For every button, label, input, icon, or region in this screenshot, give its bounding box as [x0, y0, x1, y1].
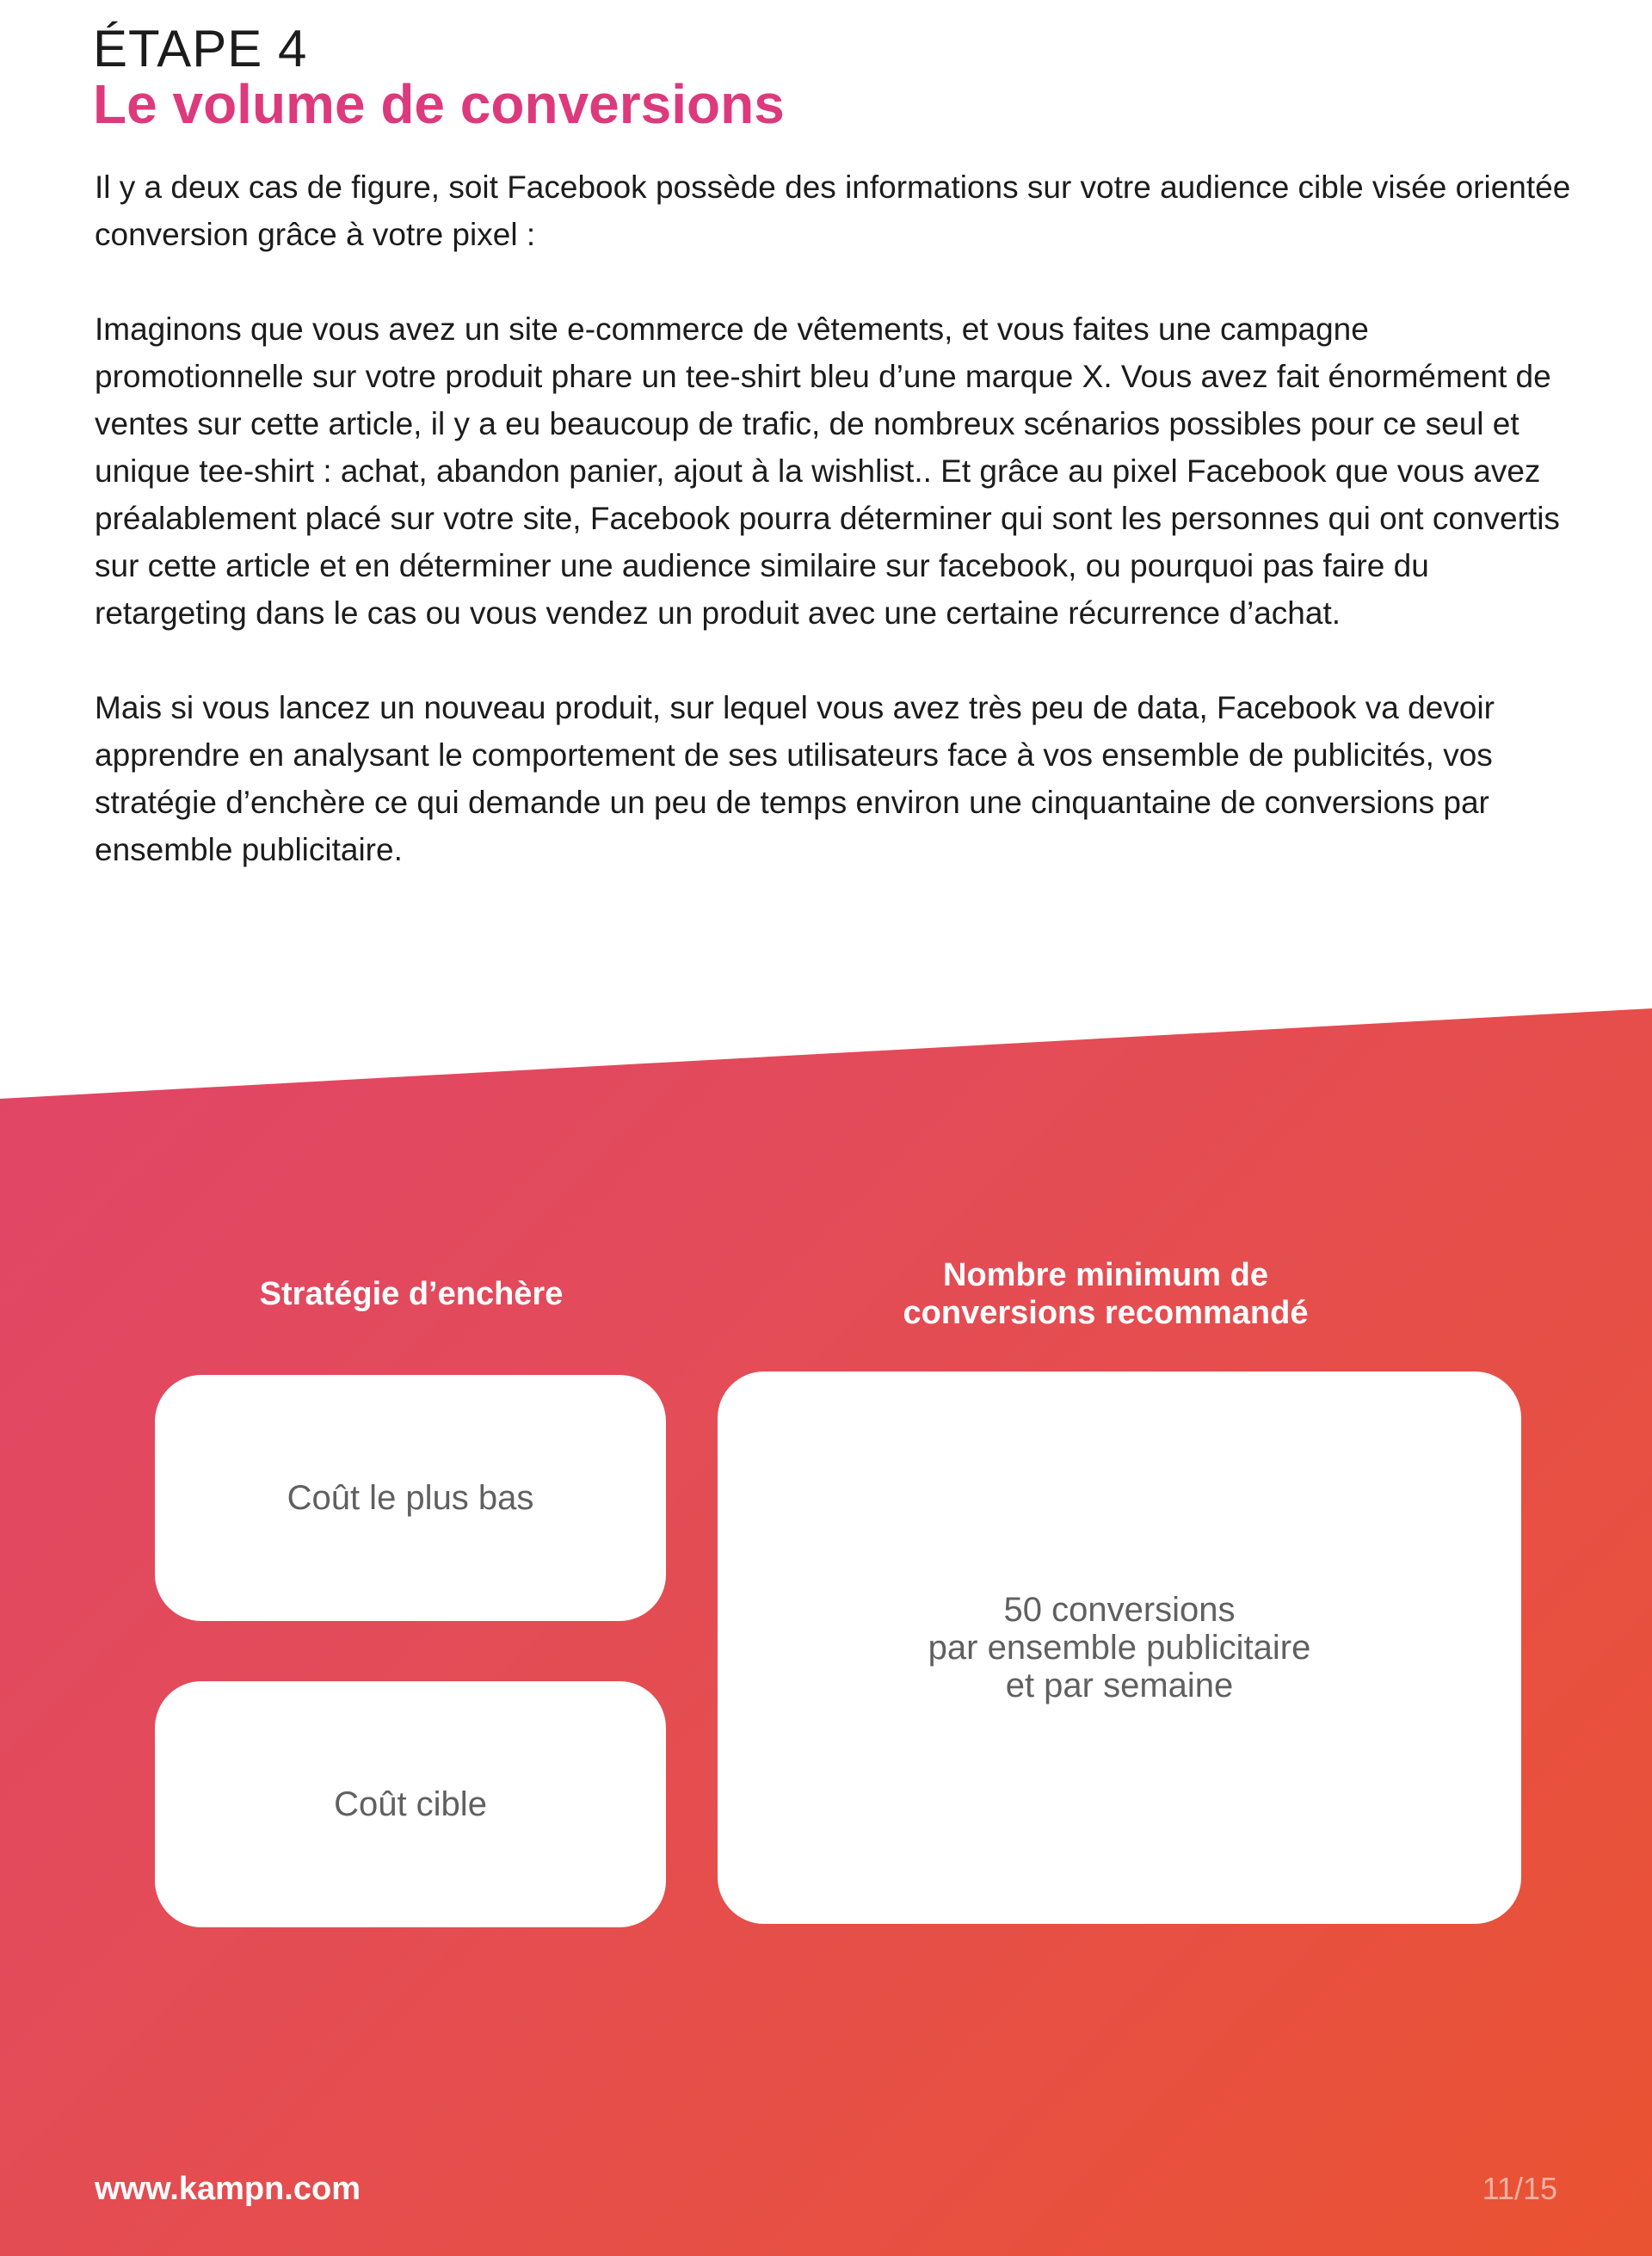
strategy-card-lowest-cost — [155, 1375, 666, 1621]
min-conversions-line: et par semaine — [1005, 1667, 1234, 1704]
page-title: Le volume de conversions — [93, 73, 785, 135]
page-number: 11/15 — [1482, 2171, 1557, 2206]
min-conversions-line: par ensemble publicitaire — [928, 1629, 1311, 1667]
strategy-card-target-cost — [155, 1681, 666, 1927]
min-conversions-header-line: conversions recommandé — [903, 1295, 1309, 1331]
min-conversions-text — [928, 1591, 1311, 1704]
strategy-label: Coût cible — [334, 1785, 487, 1823]
min-conversions-line: 50 conversions — [1003, 1591, 1236, 1629]
paragraph: Imaginons que vous avez un site e-commerce de vêtements, et vous faites une campagne promotionnelle sur votre produit phare un tee-shirt bleu d’une marque X. Vous avez fait énormément de ventes sur cette article, il y a eu beaucoup de trafic, de nombreux scénarios possibles pour ce seul et unique tee-shirt : achat, abandon panier, ajout à la wishlist.. Et grâce au pixel Facebook que vous avez préalablement placé sur votre site, Facebook pourra déterminer qui sont les personnes qui ont convertis sur cette article et en déterminer une audience similaire sur facebook, ou pourquoi pas faire du retargeting dans le cas ou vous vendez un produit avec une certaine récurrence d’achat. — [95, 311, 1560, 631]
footer-url[interactable]: www.kampn.com — [95, 2171, 361, 2207]
min-conversions-header-line: Nombre minimum de — [943, 1257, 1268, 1293]
paragraph: Mais si vous lancez un nouveau produit, sur lequel vous avez très peu de data, Facebook va devoir apprendre en analysant le comportement de ses utilisateurs face à vos ensemble de publicités, vos stratégie d’enchère ce qui demande un peu de temps environ une cinquantaine de conversions par ensemble publicitaire. — [95, 690, 1495, 867]
min-conversions-card — [718, 1371, 1521, 1924]
step-label: ÉTAPE 4 — [93, 20, 308, 77]
bid-strategy-header: Stratégie d’enchère — [259, 1276, 564, 1312]
paragraph: Il y a deux cas de figure, soit Facebook possède des informations sur votre audience cible visée orientée conversion grâce à votre pixel : — [95, 170, 1571, 252]
body-text — [95, 163, 1575, 921]
strategy-label: Coût le plus bas — [287, 1479, 534, 1517]
min-conversions-header — [718, 1256, 1493, 1332]
